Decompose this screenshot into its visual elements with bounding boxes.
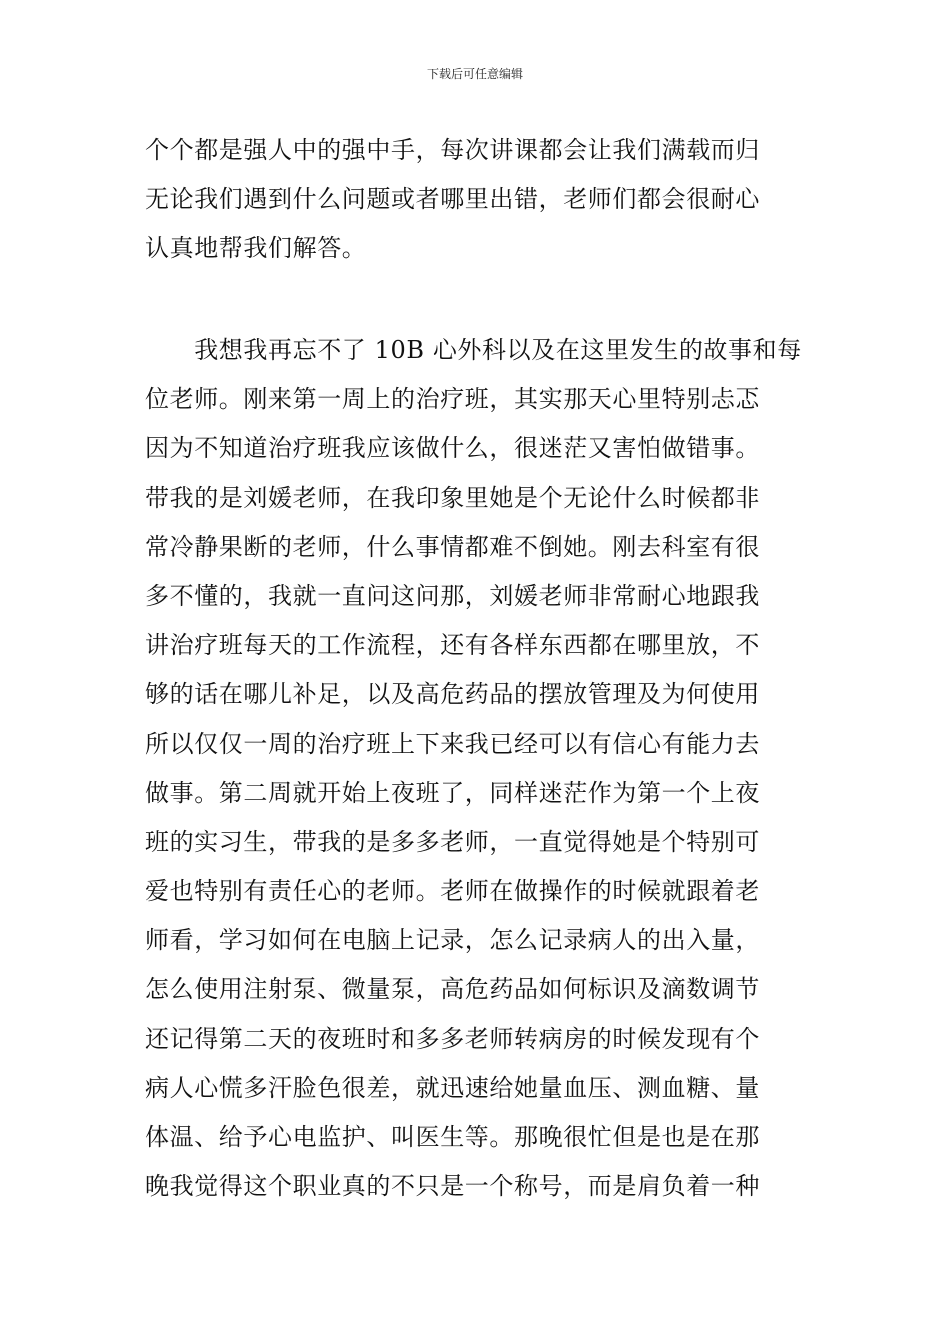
page-header: 下载后可任意编辑 [426, 67, 523, 81]
text-line: 常冷静果断的老师，什么事情都难不倒她。刚去科室有很 [145, 532, 760, 561]
text-line: 体温、给予心电监护、叫医生等。那晚很忙但是也是在那 [145, 1123, 760, 1151]
text-line: 位老师。刚来第一周上的治疗班，其实那天心里特别忐忑 [145, 385, 760, 414]
paragraph-1 [145, 126, 810, 274]
text-line: 因为不知道治疗班我应该做什么，很迷茫又害怕做错事。 [145, 434, 760, 463]
text-line: 认真地帮我们解答。 [145, 234, 367, 263]
text-line: 无论我们遇到什么问题或者哪里出错，老师们都会很耐心 [145, 185, 760, 214]
text-line: 班的实习生，带我的是多多老师，一直觉得她是个特别可 [145, 827, 760, 856]
text-line: 爱也特别有责任心的老师。老师在做操作的时候就跟着老 [145, 877, 760, 906]
text-line: 怎么使用注射泵、微量泵，高危药品如何标识及滴数调节 [145, 975, 760, 1004]
text-line: 讲治疗班每天的工作流程，还有各样东西都在哪里放，不 [145, 631, 760, 660]
text-line: 做事。第二周就开始上夜班了，同样迷茫作为第一个上夜 [145, 778, 760, 807]
text-line: 还记得第二天的夜班时和多多老师转病房的时候发现有个 [145, 1024, 760, 1053]
text-line: 带我的是刘媛老师，在我印象里她是个无论什么时候都非 [145, 483, 760, 512]
paragraph-2 [145, 326, 810, 1211]
text-line: 多不懂的，我就一直问这问那，刘媛老师非常耐心地跟我 [145, 581, 760, 610]
text-line: 够的话在哪儿补足，以及高危药品的摆放管理及为何使用 [145, 680, 760, 709]
text-line: 所以仅仅一周的治疗班上下来我已经可以有信心有能力去 [145, 729, 760, 758]
text-line: 晚我觉得这个职业真的不只是一个称号，而是肩负着一种 [145, 1172, 760, 1201]
text-line: 病人心慌多汗脸色很差，就迅速给她量血压、测血糖、量 [145, 1073, 760, 1102]
text-line: 我想我再忘不了 10B 心外科以及在这里发生的故事和每 [145, 336, 802, 364]
text-line: 个个都是强人中的强中手，每次讲课都会让我们满载而归 [145, 136, 760, 164]
text-line: 师看，学习如何在电脑上记录，怎么记录病人的出入量， [145, 926, 760, 955]
